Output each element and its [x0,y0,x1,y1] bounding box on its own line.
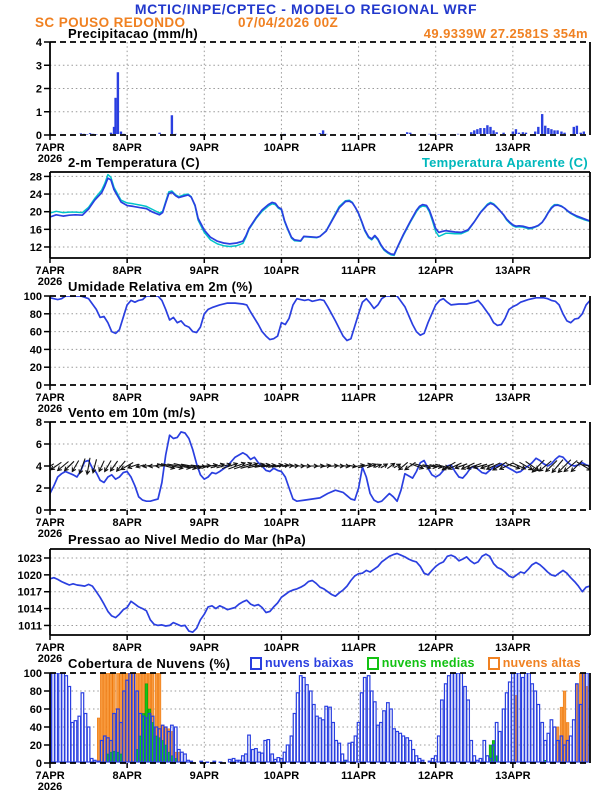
svg-text:40: 40 [29,722,42,734]
svg-text:4: 4 [35,461,42,473]
legend-label-mid-clouds: nuvens medias [381,656,475,670]
svg-text:80: 80 [29,686,42,698]
svg-text:9APR: 9APR [189,770,219,782]
svg-text:11APR: 11APR [341,142,377,154]
svg-text:10APR: 10APR [263,392,300,404]
svg-text:40: 40 [29,344,42,357]
svg-text:13APR: 13APR [495,142,531,154]
svg-text:60: 60 [29,704,42,716]
svg-text:12APR: 12APR [417,142,454,154]
svg-text:10APR: 10APR [263,770,300,782]
svg-text:7APR: 7APR [35,265,65,277]
svg-text:4: 4 [35,37,42,49]
panel-title-humidity: Umidade Relativa em 2m (%) [68,279,253,294]
svg-text:2026: 2026 [37,153,63,165]
svg-text:9APR: 9APR [189,265,219,277]
svg-text:8APR: 8APR [112,142,142,154]
station-name: SC POUSO REDONDO [35,15,186,30]
svg-text:8APR: 8APR [112,642,142,654]
svg-text:20: 20 [29,740,42,752]
svg-text:1014: 1014 [17,603,42,616]
svg-text:13APR: 13APR [495,392,531,404]
svg-text:20: 20 [29,206,42,219]
svg-text:13APR: 13APR [495,642,531,654]
svg-text:0: 0 [35,130,42,142]
panel-title-clouds: Cobertura de Nuvens (%) [68,656,231,671]
svg-text:0: 0 [35,758,42,770]
svg-text:8APR: 8APR [112,265,142,277]
svg-text:8APR: 8APR [112,517,142,529]
svg-text:8APR: 8APR [112,392,142,404]
svg-text:11APR: 11APR [341,770,377,782]
svg-text:2: 2 [35,83,42,96]
svg-text:0: 0 [35,380,42,392]
svg-text:60: 60 [29,326,42,339]
svg-text:80: 80 [29,308,42,321]
svg-text:6: 6 [35,439,42,451]
svg-text:7APR: 7APR [35,142,65,154]
svg-text:8: 8 [35,417,42,429]
panel-title-apparent-temperature: Temperatura Aparente (C) [421,155,588,170]
svg-text:9APR: 9APR [189,642,219,654]
svg-text:2026: 2026 [37,276,63,288]
svg-text:2026: 2026 [37,403,63,415]
svg-text:7APR: 7APR [35,392,65,404]
svg-text:28: 28 [29,171,42,184]
svg-text:1: 1 [35,106,42,119]
svg-text:12: 12 [29,241,42,254]
svg-text:12APR: 12APR [417,642,454,654]
panel-title-precipitation: Precipitacao (mm/h) [68,26,198,41]
svg-text:7APR: 7APR [35,517,65,529]
svg-text:12APR: 12APR [417,392,454,404]
station-coordinates: 49.9339W 27.2581S 354m [423,26,588,41]
svg-text:12APR: 12APR [417,517,454,529]
svg-text:2026: 2026 [37,528,63,540]
svg-text:1011: 1011 [18,620,42,633]
legend-label-high-clouds: nuvens altas [502,656,581,670]
svg-text:13APR: 13APR [495,517,531,529]
legend-label-low-clouds: nuvens baixas [265,656,354,670]
svg-text:11APR: 11APR [341,265,377,277]
svg-text:12APR: 12APR [417,265,454,277]
svg-text:0: 0 [35,505,42,517]
svg-text:11APR: 11APR [341,517,377,529]
svg-text:100: 100 [23,668,42,680]
page-title: MCTIC/INPE/CPTEC - MODELO REGIONAL WRF [134,1,478,17]
svg-text:8APR: 8APR [112,770,142,782]
svg-text:7APR: 7APR [35,642,65,654]
svg-text:13APR: 13APR [495,770,531,782]
svg-text:10APR: 10APR [263,142,300,154]
svg-text:20: 20 [29,362,42,375]
svg-text:10APR: 10APR [263,642,300,654]
svg-text:24: 24 [29,189,42,202]
svg-text:2026: 2026 [37,781,63,792]
svg-text:7APR: 7APR [35,770,65,782]
model-run-time: 07/04/2026 00Z [238,15,339,30]
svg-text:11APR: 11APR [341,392,377,404]
svg-text:100: 100 [23,291,42,303]
svg-text:13APR: 13APR [495,265,531,277]
svg-text:11APR: 11APR [341,642,377,654]
panel-title-pressure: Pressao ao Nivel Medio do Mar (hPa) [68,532,307,547]
svg-text:1020: 1020 [17,569,42,582]
svg-text:16: 16 [29,224,42,237]
svg-text:2026: 2026 [37,653,63,665]
panel-title-temperature: 2-m Temperatura (C) [68,155,200,170]
svg-text:12APR: 12APR [417,770,454,782]
svg-text:10APR: 10APR [263,517,300,529]
svg-text:1023: 1023 [17,552,42,565]
svg-text:10APR: 10APR [263,265,300,277]
svg-text:9APR: 9APR [189,392,219,404]
svg-text:9APR: 9APR [189,517,219,529]
svg-text:9APR: 9APR [189,142,219,154]
svg-text:1017: 1017 [17,586,42,599]
svg-text:2: 2 [35,483,42,495]
svg-text:3: 3 [35,60,42,73]
panel-title-wind: Vento em 10m (m/s) [68,405,196,420]
